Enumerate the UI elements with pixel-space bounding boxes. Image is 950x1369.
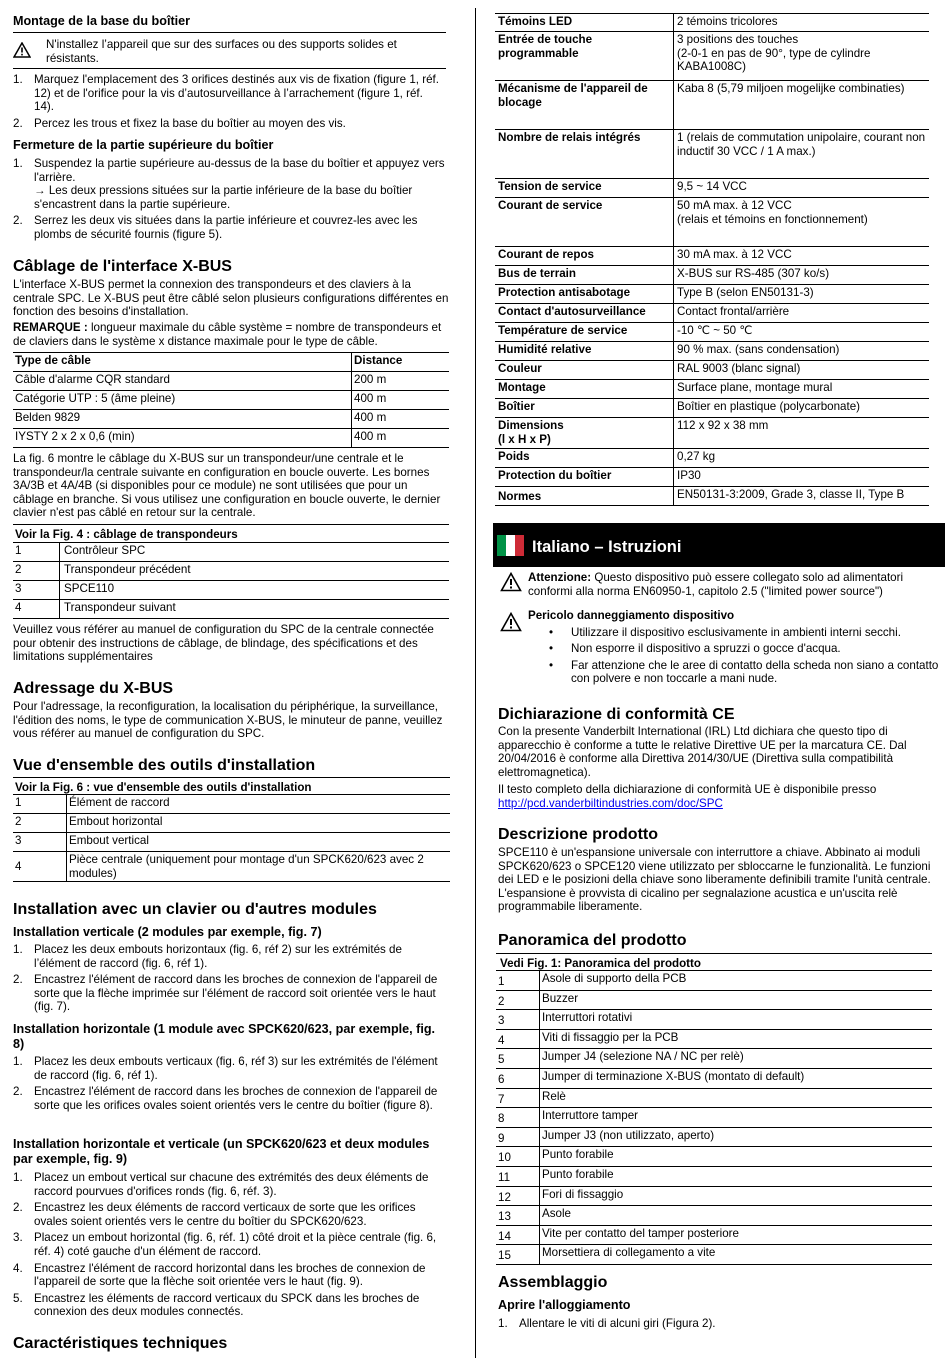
table-row: Couleur RAL 9003 (blanc signal) [495,361,929,380]
open-steps [498,1317,938,1331]
ce-text: Con la presente Vanderbilt International (IRL) Ltd dichiara che questo tipo di apparecchio è conforme a tutte le relative Direttive UE per la marcatura CE. Dal 20/04/2016 è conforme alla Direttiva 2014/30/UE (Direttiva sulla compatibilità elettromagnetica). [498,725,907,779]
addr-title: Adressage du X-BUS [13,680,174,697]
warning-icon [13,42,31,58]
flag-green [497,535,506,556]
vert-title: Installation verticale (2 modules par exemple, fig. 7) [13,925,322,939]
table-row: 6 Jumper di terminazione X-BUS (montato di default) [496,1068,932,1088]
mount-warning-text: N'installez l’appareil que sur des surfaces ou des supports solides et résistants. [46,38,397,65]
list-item: 5. Encastrez les éléments de raccord verticaux du SPCK dans les broches de connexion des deux modules connectés. [13,1291,420,1319]
list-item: 1. Placez les deux embouts verticaux (fig. 6, réf 3) sur les extrémités de l'élément de raccord (fig. 6, réf 1). [13,1055,438,1082]
language-header-bar [493,523,945,567]
table-row: 1 Élément de raccord [13,795,450,814]
table-row: 2 Buzzer [496,990,932,1010]
warning-icon [500,572,522,592]
remark: REMARQUE : longueur maximale du câble système = nombre de transpondeurs et de claviers dans le système x distance maximale pour le type de câble. [13,321,442,348]
list-item: 1. Marquez l'emplacement des 3 orifices destinés aux vis de fixation (figure 1, réf. 12) et de l'orifice pour la vis d’autosurveillance à l’arrachement (figure 1, réf. 14). [13,73,439,114]
mount-warning [13,38,446,65]
list-item: • Far attenzione che le aree di contatto della scheda non siano a contatto con polvere e non toccarle a mani nude. [525,659,945,686]
list-item: 1. Allentare le viti di alcuni giri (Figura 2). [498,1317,716,1330]
ce-link[interactable]: http://pcd.vanderbiltindustries.com/doc/SPC [498,797,723,810]
mount-title: Montage de la base du boîtier [13,14,191,28]
table-row: 8 Interruttore tamper [496,1108,932,1128]
tools-title: Vue d'ensemble des outils d'installation [13,757,316,774]
xbus-intro: L'interface X-BUS permet la connexion des transpondeurs et des claviers à la centrale SPC. Le X-BUS peut être câblé selon plusieurs configurations différentes en fonction des besoins d'installation. [13,278,449,319]
table-row: 4 Pièce centrale (uniquement pour montage d'un SPCK620/623 avec 2 modules) [13,852,450,882]
danger-title: Pericolo danneggiamento dispositivo [528,609,735,622]
table-row: Tension de service 9,5 ~ 14 VCC [495,179,929,198]
xbus-title: Câblage de l'interface X-BUS [13,258,232,275]
table-row: Belden 9829 400 m [13,410,449,429]
table-row: 13 Asole [496,1206,932,1226]
cable-header-distance: Distance [352,353,450,372]
table-row: Humidité relative 90 % max. (sans condensation) [495,342,929,361]
table-row: Catégorie UTP : 5 (âme pleine) 400 m [13,391,449,410]
table-row: Entrée de touche programmable 3 positions des touches (2-0-1 en pas de 90°, type de cylindre KABA1008C) [495,32,929,81]
asm-title: Assemblaggio [498,1274,608,1291]
table-row: IYSTY 2 x 2 x 0,6 (min) 400 m [13,429,449,448]
attention-text: Attenzione: Questo dispositivo può essere collegato solo ad alimentatori conformi alla norma EN60950-1, capitolo 2.5 ("limited power source") [528,571,904,598]
rule [13,68,446,69]
desc-text: SPCE110 è un'espansione universale con interruttore a chiave. Abbinato ai moduli SPCK620/623 o SPCE120 viene utilizzato per sbloccarne le funzionalità. Le funzioni dei LED e le posizioni della chiave sono liberamente definibili tramite l'unità centrale. L'espansione è provvista di cicalino per segnalazione acustica e un'uscita relè programmabile liberamente. [498,846,931,914]
list-item: → Les deux pressions situées sur la partie inférieure de la base du boîtier s'encastrent dans la partie supérieure. [34,184,413,211]
table-row: Normes EN50131-3:2009, Grade 3, classe II, Type B [495,487,929,506]
pano-title: Panoramica del prodotto [498,932,687,949]
table-row: 15 Morsettiera di collegamento a vite [496,1245,932,1265]
fig6-title: Voir la Fig. 6 : vue d'ensemble des outils d'installation [15,781,312,794]
table-row: 4 Viti di fissaggio per la PCB [496,1029,932,1049]
table-row: Nombre de relais intégrés 1 (relais de commutation unipolaire, courant non inductif 30 VCC / 1 A max.) [495,130,929,179]
table-row: Témoins LED 2 témoins tricolores [495,14,929,32]
table-row: 3 Interruttori rotativi [496,1010,932,1030]
table-row: 4 Transpondeur suivant [13,600,449,619]
table-row: 1 Contrôleur SPC [13,543,449,562]
list-item: 1. Placez un embout vertical sur chacune des extrémités des deux éléments de raccord pourvues d'orifices ronds (fig. 6, réf. 3). [13,1171,429,1198]
horiz-steps [13,1055,449,1112]
list-item: • Utilizzare il dispositivo esclusivamente in ambienti interni secchi. [525,626,945,640]
table-row: 9 Jumper J3 (non utilizzato, aperto) [496,1127,932,1147]
table-row: Mécanisme de l'appareil de blocage Kaba 8 (5,79 miljoen mogelijke combinaties) [495,81,929,130]
list-item: 2. Percez les trous et fixez la base du boîtier au moyen des vis. [13,116,346,130]
table-row: Câble d'alarme CQR standard 200 m [13,372,449,391]
rule [496,953,932,954]
fig6-text: La fig. 6 montre le câblage du X-BUS sur un transpondeur/une centrale et le transpondeur/la centrale suivante en configuration en boucle ouverte. Les bornes 3A/3B et 4A/4B (si disponibles pour ce module) ne sont utilisées que pour un câblage en branche. Si vous utilisez une configuration en boucle ouverte, le dernier clavier n'est pas câblé en retour sur la centrale. [13,452,441,520]
hv-title: Installation horizontale et verticale (un SPCK620/623 et deux modules par exemple, fig. 9) [13,1137,430,1166]
warning-icon [500,612,522,632]
flag-red [515,535,524,556]
list-item: 2. Encastrez l'élément de raccord dans les broches de connexion de l'appareil de sorte que les orifices ovales soient orientés vers le centre du boîtier (figure 8). [13,1085,438,1112]
mount-steps [13,73,446,130]
table-row: Bus de terrain X-BUS sur RS-485 (307 ko/s) [495,266,929,285]
list-item: • Non esporre il dispositivo a spruzzi o gocce d'acqua. [525,642,945,656]
ce-text-2: Il testo completo della dichiarazione di conformità UE è disponibile presso [498,783,877,796]
cable-table [13,352,449,448]
hv-steps [13,1171,449,1319]
table-row: Poids 0,27 kg [495,449,929,468]
rule [13,524,449,525]
refer-text: Veuillez vous référer au manuel de configuration du SPC de la centrale connectée pour obtenir des instructions de câblage, de blindage, des spécifications et des limitations supplémentaires [13,623,434,664]
fig1-title: Vedi Fig. 1: Panoramica del prodotto [500,957,701,970]
list-item: 3. Placez un embout horizontal (fig. 6, réf. 1) côté droit et la pièce centrale (fig. 6, réf. 4) coté gauche d'un élément de raccord. [13,1231,437,1258]
list-item: 2. Encastrez les deux éléments de raccord verticaux de sorte que les orifices ovales soient orientés vers le centre du boîtier du SPCK620/623. [13,1201,416,1228]
table-row: Protection antisabotage Type B (selon EN50131-3) [495,285,929,304]
close-title: Fermeture de la partie supérieure du boîtier [13,138,274,152]
table-row: Dimensions (l x H x P) 112 x 92 x 38 mm [495,418,929,449]
addr-text: Pour l'adressage, la reconfiguration, la localisation du périphérique, la surveillance, l'édition des noms, le type de communication X-BUS, le minuteur de panne, veuillez vous référer au manuel de configuration du SPC. [13,700,443,741]
rule [13,32,446,33]
table-row: 5 Jumper J4 (selezione NA / NC per relè) [496,1049,932,1069]
install-title: Installation avec un clavier ou d'autres modules [13,901,377,918]
table-row: 12 Fori di fissaggio [496,1186,932,1206]
table-row: 10 Punto forabile [496,1147,932,1167]
column-divider [475,8,476,1358]
italian-flag-icon [497,535,524,556]
danger-list [495,626,945,686]
attention-notice [495,571,945,598]
fig4-table [13,542,449,619]
fig4-title: Voir la Fig. 4 : câblage de transpondeurs [15,528,238,541]
table-row: 7 Relè [496,1088,932,1108]
table-row: Montage Surface plane, montage mural [495,380,929,399]
tech-title: Caractéristiques techniques [13,1335,228,1352]
list-item: 4. Encastrez l'élément de raccord horizontal dans les broches de connexion de l'appareil de sorte que la flèche soit orientée vers le haut (fig. 9). [13,1261,426,1289]
list-item: 2. Serrez les deux vis situées dans la partie inférieure et couvrez-les avec les plombs de sécurité fournis (figure 5). [13,214,418,241]
ce-title: Dichiarazione di conformità CE [498,706,735,723]
list-item: 1. Placez les deux embouts horizontaux (fig. 6, réf 2) sur les extrémités de l’élément de raccord (fig. 6, réf 1). [13,943,402,970]
table-row: Courant de service 50 mA max. à 12 VCC (relais et témoins en fonctionnement) [495,198,929,247]
fig1-table [496,970,932,1265]
danger-notice [495,609,945,686]
table-row: 3 SPCE110 [13,581,449,600]
table-row: Boîtier Boîtier en plastique (polycarbonate) [495,399,929,418]
desc-title: Descrizione prodotto [498,826,659,843]
rule [13,777,450,778]
table-row: Protection du boîtier IP30 [495,468,929,487]
table-row: Courant de repos 30 mA max. à 12 VCC [495,247,929,266]
spec-table [495,13,929,506]
language-title: Italiano – Istruzioni [532,538,682,556]
table-row: 2 Transpondeur précédent [13,562,449,581]
table-row: 14 Vite per contatto del tamper posteriore [496,1225,932,1245]
list-item: 1. Suspendez la partie supérieure au-dessus de la base du boîtier et appuyez vers l'arrière. [13,157,445,184]
table-row: Température de service -10 ℃ ~ 50 ℃ [495,323,929,342]
vert-steps [13,943,449,1014]
list-item: 2. Encastrez l'élément de raccord dans les broches de connexion de l'appareil de sorte que la flèche imprimée sur l'élément de raccord soit orientée vers le haut (fig. 7). [13,973,438,1014]
table-row: 2 Embout horizontal [13,814,450,833]
close-steps [13,157,446,242]
table-row: 1 Asole di supporto della PCB [496,971,932,991]
cable-header-type: Type de câble [13,353,352,372]
horiz-title: Installation horizontale (1 module avec SPCK620/623, par exemple, fig. 8) [13,1022,436,1051]
table-row: 3 Embout vertical [13,833,450,852]
fig6-table [13,794,450,882]
open-title: Aprire l'alloggiamento [498,1298,631,1312]
flag-white [506,535,515,556]
table-row: 11 Punto forabile [496,1166,932,1186]
table-row: Contact d'autosurveillance Contact frontal/arrière [495,304,929,323]
